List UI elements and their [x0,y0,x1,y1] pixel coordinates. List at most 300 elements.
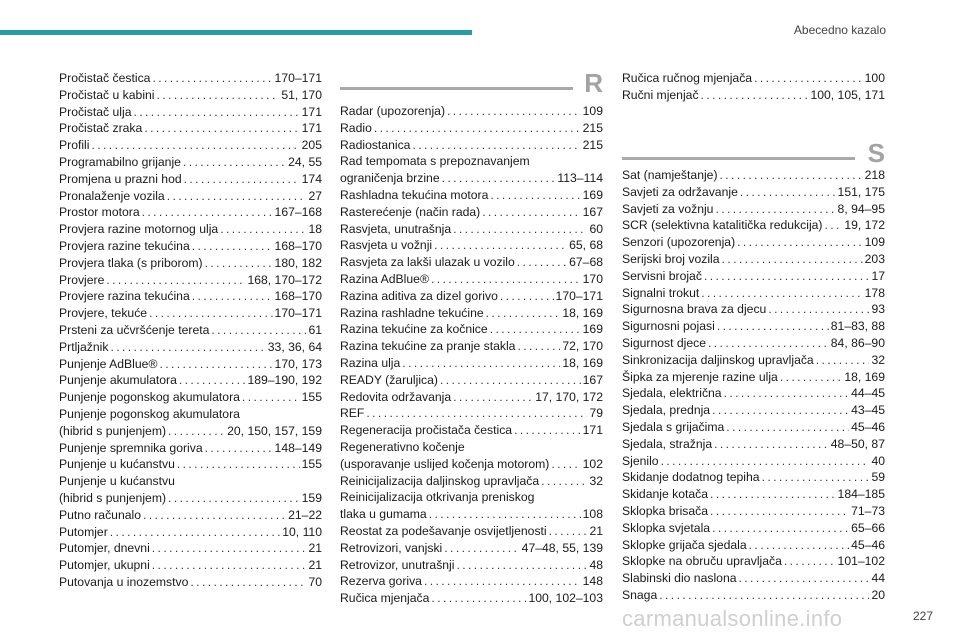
index-entry-term: REF [340,406,365,421]
index-entry [622,318,885,335]
index-entry-pages: 155 [301,457,322,472]
leader-dots [701,87,809,104]
index-entry-pages: 18, 169 [562,305,603,320]
index-entry [622,553,885,570]
index-entry [622,520,885,537]
leader-dots [710,486,836,503]
index-entry-term: Razina aditiva za dizel gorivo [340,288,498,303]
leader-dots [720,167,863,184]
index-entry [340,305,603,322]
index-entry-pages: 40 [871,453,885,468]
leader-dots [762,469,870,486]
leader-dots [784,553,836,570]
index-entry-pages: 32 [871,352,885,367]
leader-dots [661,453,870,470]
index-entry [59,238,322,255]
index-entry-term: Skidanje dodatnog tepiha [622,470,760,485]
index-entry [340,439,603,473]
leader-dots [456,557,587,574]
leader-dots [110,339,265,356]
index-entry [340,254,603,271]
index-entry-pages: 170, 173 [274,356,322,371]
index-entry-term: Sklopka brisača [622,503,709,518]
index-entry [340,523,603,540]
index-entry-pages: 205 [301,138,322,153]
index-entry-term: Punjenje akumulatora [59,373,177,388]
index-entry-term: Skidanje kotača [622,487,709,502]
index-entry-pages: 51, 170 [281,87,322,102]
leader-dots [659,587,869,604]
index-entry [622,486,885,503]
index-entry-pages: 48 [589,557,603,572]
leader-dots [91,137,299,154]
leader-dots [184,171,300,188]
index-entry [340,338,603,355]
index-entry-term: Rasvjeta u vožnji [340,238,433,253]
index-entry-pages: 48–50, 87 [830,436,885,451]
index-entry-term: Razina ulja [340,355,401,370]
index-entry [59,120,322,137]
leader-dots [402,355,560,372]
index-entry-term: Sklopke grijača sjedala [622,537,747,552]
leader-dots [159,356,272,373]
index-entry-term: Servisni brojač [622,268,702,283]
index-entry-term: Rasvjeta, unutrašnja [340,221,452,236]
index-entry-pages: 27 [308,188,322,203]
index-entry-term: Prtljažnik [59,339,109,354]
leader-dots [482,204,580,221]
index-entry-term-line: Punjenje u kućanstvu [59,474,175,489]
index-entry [622,234,885,251]
leader-dots [551,456,580,473]
index-entry [59,70,322,87]
leader-dots [106,272,245,289]
index-entry [622,184,885,201]
index-entry-term: Sklopke na obruču upravljača [622,554,782,569]
leader-dots [412,137,580,154]
index-entry-pages: 100 [864,71,885,85]
index-entry-term: Provjere [59,272,105,287]
index-entry-pages: 159 [301,490,322,505]
index-entry-term: Sjedala, stražnja [622,436,713,451]
leader-dots [374,120,581,137]
index-entry [59,87,322,104]
index-entry-pages: 70 [308,574,322,589]
index-entry-pages: 19, 172 [844,218,885,233]
index-entry-term: Senzori (upozorenja) [622,235,736,250]
index-entry-pages: 44 [871,571,885,586]
index-entry [340,422,603,439]
index-entry [59,389,322,406]
index-entry-term: Radio [340,120,372,135]
index-column-3 [622,70,885,104]
index-entry-term: Putno računalo [59,507,141,522]
index-entry-pages: 167–168 [274,205,322,220]
index-entry [59,339,322,356]
index-entry-term: Pročistač u kabini [59,87,155,102]
index-entry [340,355,603,372]
section-rule [340,87,573,90]
index-entry-term: Radar (upozorenja) [340,104,446,118]
index-entry [59,557,322,574]
index-entry-term: Radiostanica [340,137,411,152]
index-entry [340,540,603,557]
index-entry [340,103,603,120]
index-entry [59,574,322,591]
leader-dots [726,419,849,436]
index-entry-pages: 21 [308,558,322,573]
leader-dots [205,255,273,272]
index-entry-term: Sinkronizacija daljinskog upravljača [622,352,814,367]
index-entry [622,268,885,285]
index-entry-pages: 148 [582,574,603,589]
index-entry-pages: 45–46 [851,419,885,434]
index-entry [59,440,322,457]
index-entry-pages: 17, 170, 172 [535,389,603,404]
index-entry [59,154,322,171]
index-entry [340,573,603,590]
index-entry-pages: 203 [864,251,885,266]
leader-dots [192,288,273,305]
index-entry-term: Serijski broj vozila [622,251,720,266]
index-entry [340,271,603,288]
leader-dots [152,540,307,557]
index-entry-pages: 113–114 [557,171,603,186]
index-entry-pages: 21–22 [288,507,322,522]
index-entry [59,406,322,440]
index-entry-term: Reostat za podešavanje osvijetljenosti [340,523,547,538]
index-entry-term: Slabinski dio naslona [622,571,737,586]
index-entry-pages: 168–170 [274,289,322,304]
section-letter: S [867,138,885,168]
leader-dots [715,201,835,218]
leader-dots [712,520,849,537]
leader-dots [149,305,272,322]
index-entry [622,201,885,218]
leader-dots [712,402,849,419]
index-entry-pages: 84, 86–90 [830,335,885,350]
leader-dots [167,188,307,205]
leader-dots [440,372,581,389]
index-entry-pages: 45–46 [851,537,885,552]
index-entry-pages: 18, 169 [562,355,603,370]
leader-dots [442,170,556,187]
page-number: 227 [912,609,933,623]
index-entry-term: Punjenje AdBlue® [59,356,158,371]
index-entry-term: Retrovizori, vanjski [340,540,443,555]
index-entry [59,188,322,205]
index-column-1 [59,70,322,591]
leader-dots [152,557,307,574]
index-entry-term-line: Reinicijalizacija otkrivanja preniskog [340,490,535,505]
leader-dots [143,507,286,524]
leader-dots [429,506,581,523]
leader-dots [549,523,588,540]
index-entry-term: Putomjer, ukupni [59,558,150,573]
index-entry [340,405,603,422]
index-column-3-s [622,167,885,604]
leader-dots [447,103,581,120]
index-entry-term-line: Regenerativno kočenje [340,439,465,454]
index-entry-term: Snaga [622,587,658,602]
index-entry-pages: 44–45 [851,386,885,401]
index-entry [340,288,603,305]
leader-dots [722,251,863,268]
leader-dots [110,524,280,541]
leader-dots [517,254,567,271]
leader-dots [739,570,870,587]
leader-dots [541,473,587,490]
leader-dots [220,221,306,238]
index-entry-pages: 171 [301,121,322,136]
leader-dots [500,288,554,305]
leader-dots [517,338,560,355]
index-entry-pages: 169 [582,322,603,337]
index-entry-pages: 101–102 [837,554,885,569]
leader-dots [704,268,870,285]
index-entry [59,171,322,188]
index-entry [59,288,322,305]
index-entry-pages: 170–171 [555,288,603,303]
index-entry [340,590,603,607]
index-entry [622,251,885,268]
index-entry [622,537,885,554]
index-entry [622,70,885,87]
section-letter: R [584,68,603,98]
index-entry-pages: 47–48, 55, 139 [521,540,603,555]
index-entry-pages: 18, 169 [844,369,885,384]
index-entry-term: Rashladna tekućina motora [340,187,489,202]
index-entry [340,237,603,254]
index-entry [622,402,885,419]
index-entry-pages: 109 [582,104,603,118]
index-entry [622,419,885,436]
leader-dots [179,372,246,389]
index-entry [340,372,603,389]
index-entry-pages: 171 [582,423,603,438]
index-entry-pages: 102 [582,456,603,471]
index-entry-term: Razina AdBlue® [340,271,429,286]
index-entry [340,120,603,137]
index-entry-pages: 72, 170 [562,339,603,354]
index-entry-pages: 178 [864,285,885,300]
index-entry-term: Reinicijalizacija daljinskog upravljača [340,473,540,488]
index-entry-term: tlaka u gumama [340,507,427,522]
index-entry-pages: 170–171 [274,71,322,85]
index-entry [59,456,322,473]
leader-dots [133,104,299,121]
index-entry-term: Retrovizor, unutrašnji [340,557,455,572]
index-entry [622,385,885,402]
leader-dots [211,322,306,339]
header-accent-bar [0,30,472,35]
index-entry-term: Pročistač ulja [59,104,132,119]
index-entry-term: Signalni trokut [622,285,700,300]
index-entry-pages: 168, 170–172 [247,272,322,287]
leader-dots [490,321,581,338]
index-entry-term: Sjedala s grijačima [622,419,725,434]
index-entry-term: Ručica mjenjača [340,591,430,606]
index-entry [622,587,885,604]
index-entry-pages: 171 [301,104,322,119]
index-entry-pages: 218 [864,168,885,182]
leader-dots [366,405,587,422]
index-entry-pages: 155 [301,390,322,405]
index-entry-pages: 109 [864,235,885,250]
index-entry-pages: 184–185 [837,487,885,502]
index-entry-term-line: Rad tempomata s prepoznavanjem [340,154,530,169]
leader-dots [444,540,519,557]
leader-dots [740,184,836,201]
index-entry [622,369,885,386]
index-entry-term: Pročistač zraka [59,121,143,136]
leader-dots [724,385,850,402]
index-entry [340,221,603,238]
index-entry [622,352,885,369]
index-entry-term: (hibrid s punjenjem) [59,490,167,505]
leader-dots [490,187,580,204]
index-entry-term: Provjere razina tekućina [59,289,190,304]
index-entry-term: Prsteni za učvršćenje tereta [59,322,210,337]
index-entry [340,389,603,406]
leader-dots [424,573,581,590]
leader-dots [242,389,300,406]
index-entry-term: Ručica ručnog mjenjača [622,71,753,85]
index-entry-pages: 32 [589,473,603,488]
index-entry-term: Provjera razine tekućina [59,238,190,253]
leader-dots [434,237,567,254]
index-entry-term: Punjenje pogonskog akumulatora [59,390,240,405]
index-entry [622,301,885,318]
index-entry-term: Sat (namještanje) [622,168,718,182]
section-rule [622,157,855,160]
index-entry [59,104,322,121]
index-entry [622,436,885,453]
index-entry-term: Sigurnosni pojasi [622,319,715,334]
index-entry-term: Savjeti za održavanje [622,184,738,199]
index-entry-pages: 215 [582,120,603,135]
index-entry [340,473,603,490]
leader-dots [168,423,225,440]
leader-dots [192,238,273,255]
index-entry-pages: 189–190, 192 [247,373,322,388]
leader-dots [768,301,869,318]
index-entry-term: Provjere, tekuće [59,306,148,321]
index-entry-term: Rasvjeta za lakši ulazak u vozilo [340,255,515,270]
leader-dots [453,389,533,406]
index-entry [59,322,322,339]
index-entry-term: Putovanja u inozemstvo [59,574,189,589]
index-entry [340,489,603,523]
index-entry [622,217,885,234]
leader-dots [142,204,273,221]
index-entry-pages: 33, 36, 64 [267,339,322,354]
index-entry-pages: 60 [589,221,603,236]
leader-dots [749,537,849,554]
leader-dots [183,154,286,171]
index-entry-pages: 174 [301,171,322,186]
index-entry-pages: 100, 105, 171 [810,87,885,102]
index-entry-pages: 67–68 [569,255,603,270]
index-entry-term: Šipka za mjerenje razine ulja [622,369,778,384]
index-entry-pages: 61 [308,322,322,337]
leader-dots [205,440,273,457]
index-entry-pages: 79 [589,406,603,421]
leader-dots [486,305,561,322]
index-entry-pages: 93 [871,302,885,317]
index-entry-pages: 151, 175 [837,184,885,199]
leader-dots [701,285,862,302]
index-entry-term: Putomjer, dnevni [59,541,150,556]
index-entry [340,321,603,338]
index-entry [622,335,885,352]
index-entry [622,453,885,470]
index-entry-term: Sjedala, električna [622,386,722,401]
index-entry-term: Punjenje spremnika goriva [59,440,203,455]
leader-dots [714,436,829,453]
index-entry [59,524,322,541]
index-entry-pages: 170–171 [274,306,322,321]
index-entry-term: Putomjer [59,524,108,539]
leader-dots [717,318,829,335]
index-entry-term: Rasterećenje (način rada) [340,204,481,219]
index-entry-pages: 65, 68 [569,238,603,253]
index-entry-pages: 59 [871,470,885,485]
index-entry-pages: 167 [582,204,603,219]
index-entry-pages: 180, 182 [274,255,322,270]
index-entry-pages: 21 [308,541,322,556]
leader-dots [431,271,581,288]
leader-dots [780,369,843,386]
index-entry-pages: 17 [871,268,885,283]
index-entry-term: Savjeti za vožnju [622,201,714,216]
index-entry [59,137,322,154]
index-entry [340,153,603,187]
index-entry [59,221,322,238]
index-entry [340,187,603,204]
index-entry-term: Razina tekućine za pranje stakla [340,339,516,354]
index-entry-pages: 21 [589,523,603,538]
leader-dots [144,120,299,137]
index-entry [59,372,322,389]
index-entry-pages: 148–149 [274,440,322,455]
index-entry-term: Pročistač čestica [59,71,151,85]
index-entry-pages: 20, 150, 157, 159 [227,423,322,438]
index-entry [59,356,322,373]
watermark: carmanualsonline.info [622,606,843,631]
index-entry-pages: 170 [582,271,603,286]
index-entry [622,87,885,104]
index-entry-term: Programabilno grijanje [59,154,181,169]
index-entry [622,469,885,486]
leader-dots [190,574,306,591]
index-entry [622,285,885,302]
index-entry-term-line: Punjenje pogonskog akumulatora [59,406,240,421]
index-entry-term: Sjedala, prednja [622,403,711,418]
leader-dots [453,221,587,238]
index-entry-term: READY (žaruljica) [340,372,438,387]
index-entry-term: Razina tekućine za kočnice [340,322,488,337]
index-entry-term: Provjera razine motornog ulja [59,222,219,237]
index-entry-term: Ručni mjenjač [622,87,699,102]
index-entry [622,570,885,587]
leader-dots [708,335,829,352]
index-entry-term: Redovita održavanja [340,389,452,404]
index-entry-pages: 43–45 [851,403,885,418]
index-entry [59,305,322,322]
index-entry-term: Profili [59,138,90,153]
leader-dots [754,70,863,87]
